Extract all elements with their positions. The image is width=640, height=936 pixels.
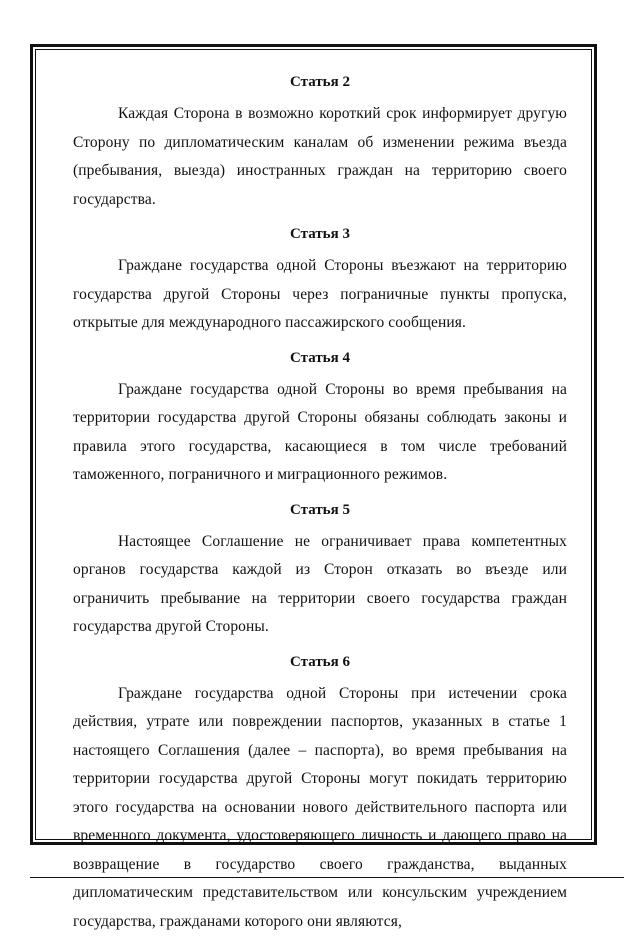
article-title: Статья 5 <box>73 500 567 520</box>
article-text: Граждане государства одной Стороны при истечении срока действия, утрате или повреждении паспортов, указанных в статье 1 настоящего Соглашения (далее – паспорта), во время пребывания на территории государства другой Стороны могут покидать территорию этого государства на основании нового действительного паспорта или временного документа, удостоверяющего личность и дающего право на возвращение в государство своего гражданства, выданных дипломатическим представительством или консульским учреждением государства, гражданами которого они являются, <box>73 680 567 936</box>
article-title: Статья 3 <box>73 224 567 244</box>
article-2 <box>73 72 567 214</box>
article-title: Статья 2 <box>73 72 567 92</box>
article-text: Граждане государства одной Стороны въезжают на территорию государства другой Стороны через пограничные пункты пропуска, открытые для международного пассажирского сообщения. <box>73 252 567 338</box>
article-title: Статья 4 <box>73 348 567 368</box>
article-3 <box>73 224 567 338</box>
article-text: Настоящее Соглашение не ограничивает права компетентных органов государства каждой из Сторон отказать во въезде или ограничить пребывание на территории своего государства граждан государства другой Стороны. <box>73 528 567 642</box>
page-bottom-rule <box>30 877 624 878</box>
article-6 <box>73 652 567 936</box>
article-5 <box>73 500 567 642</box>
document-body <box>73 72 567 936</box>
article-title: Статья 6 <box>73 652 567 672</box>
article-4 <box>73 348 567 490</box>
article-text: Каждая Сторона в возможно короткий срок информирует другую Сторону по дипломатическим каналам об изменении режима въезда (пребывания, выезда) иностранных граждан на территорию своего государства. <box>73 100 567 214</box>
article-text: Граждане государства одной Стороны во время пребывания на территории государства другой Стороны обязаны соблюдать законы и правила этого государства, касающиеся в том числе требований таможенного, пограничного и миграционного режимов. <box>73 376 567 490</box>
